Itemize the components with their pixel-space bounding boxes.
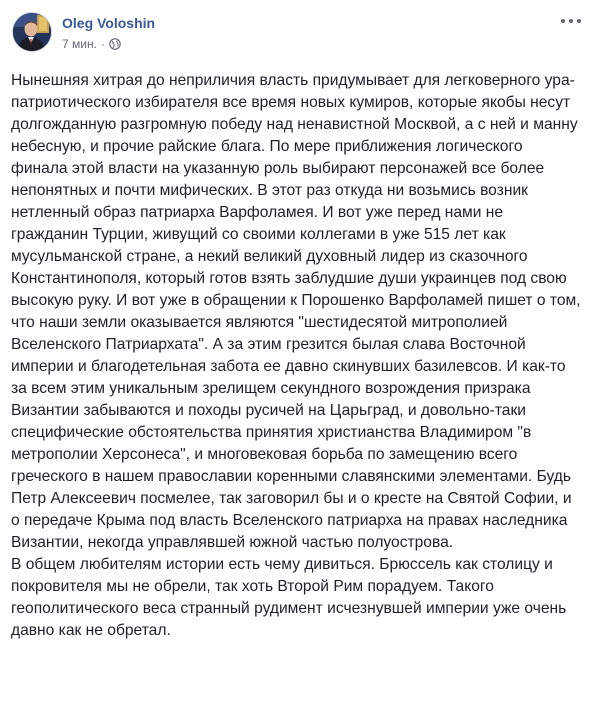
globe-icon[interactable] [109, 38, 121, 50]
menu-dot [569, 19, 573, 23]
author-avatar[interactable] [12, 12, 52, 52]
post-paragraph-1: Нынешняя хитрая до неприличия власть придумывает для легковерного ура-патриотического избирателя все время новых кумиров, которые якобы несут долгожданную разгромную победу над ненавистной Москвой, а с ней и манну небесную, и прочие райские блага. По мере приближения логического финала этой власти на указанную роль выбирают персонажей все более непонятных и почти мифических. В этот раз откуда ни возьмись возник нетленный образ патриарха Варфоламея. И вот уже перед нами не гражданин Турции, живущий со своими коллегами в уже 515 лет как мусульманской стране, а некий великий духовный лидер из сказочного Константинополя, который готов взять заблудшие души украинцев под свою высокую руку. И вот уже в обращении к Порошенко Варфоламей пишет о том, что наши земли оказывается являются "шестидесятой митрополией Вселенского Патриархата". А за этим грезится былая слава Восточной империи и благодетельная забота ее давно скинувших базилевсов. И как-то за всем этим уникальным зрелищем секундного возрождения призрака Византии забываются и походы русичей на Царьград, и довольно-таки специфические обстоятельства принятия христианства Владимиром "в метрополии Херсонеса", и многовековая борьба по замещению всего греческого в нашем православии коренными славянскими элементами. Будь Петр Алексеевич посмелее, так заговорил бы и о кресте на Святой Софии, и о передаче Крыма под власть Вселенского патриарха на правах наследника Византии, некогда управлявшей южной частью полуострова. [11, 72, 581, 551]
menu-dot [577, 19, 581, 23]
separator-dot: · [100, 37, 105, 51]
post-meta [62, 14, 155, 52]
post-subline [62, 36, 155, 52]
post-paragraph-2: В общем любителям истории есть чему дивиться. Брюссель как столицу и покровителя мы не обрели, так хоть Второй Рим порадуем. Такого геополитического веса странный рудимент исчезнувшей империи уже очень давно как не обретал. [11, 556, 567, 639]
avatar-image [13, 13, 51, 51]
menu-dot [561, 19, 565, 23]
post-timestamp-link[interactable]: 7 мин. [62, 37, 97, 51]
author-name-link[interactable]: Oleg Voloshin [62, 15, 156, 31]
post-body [11, 70, 583, 642]
post-header [12, 12, 155, 58]
more-options-icon[interactable] [561, 14, 581, 28]
